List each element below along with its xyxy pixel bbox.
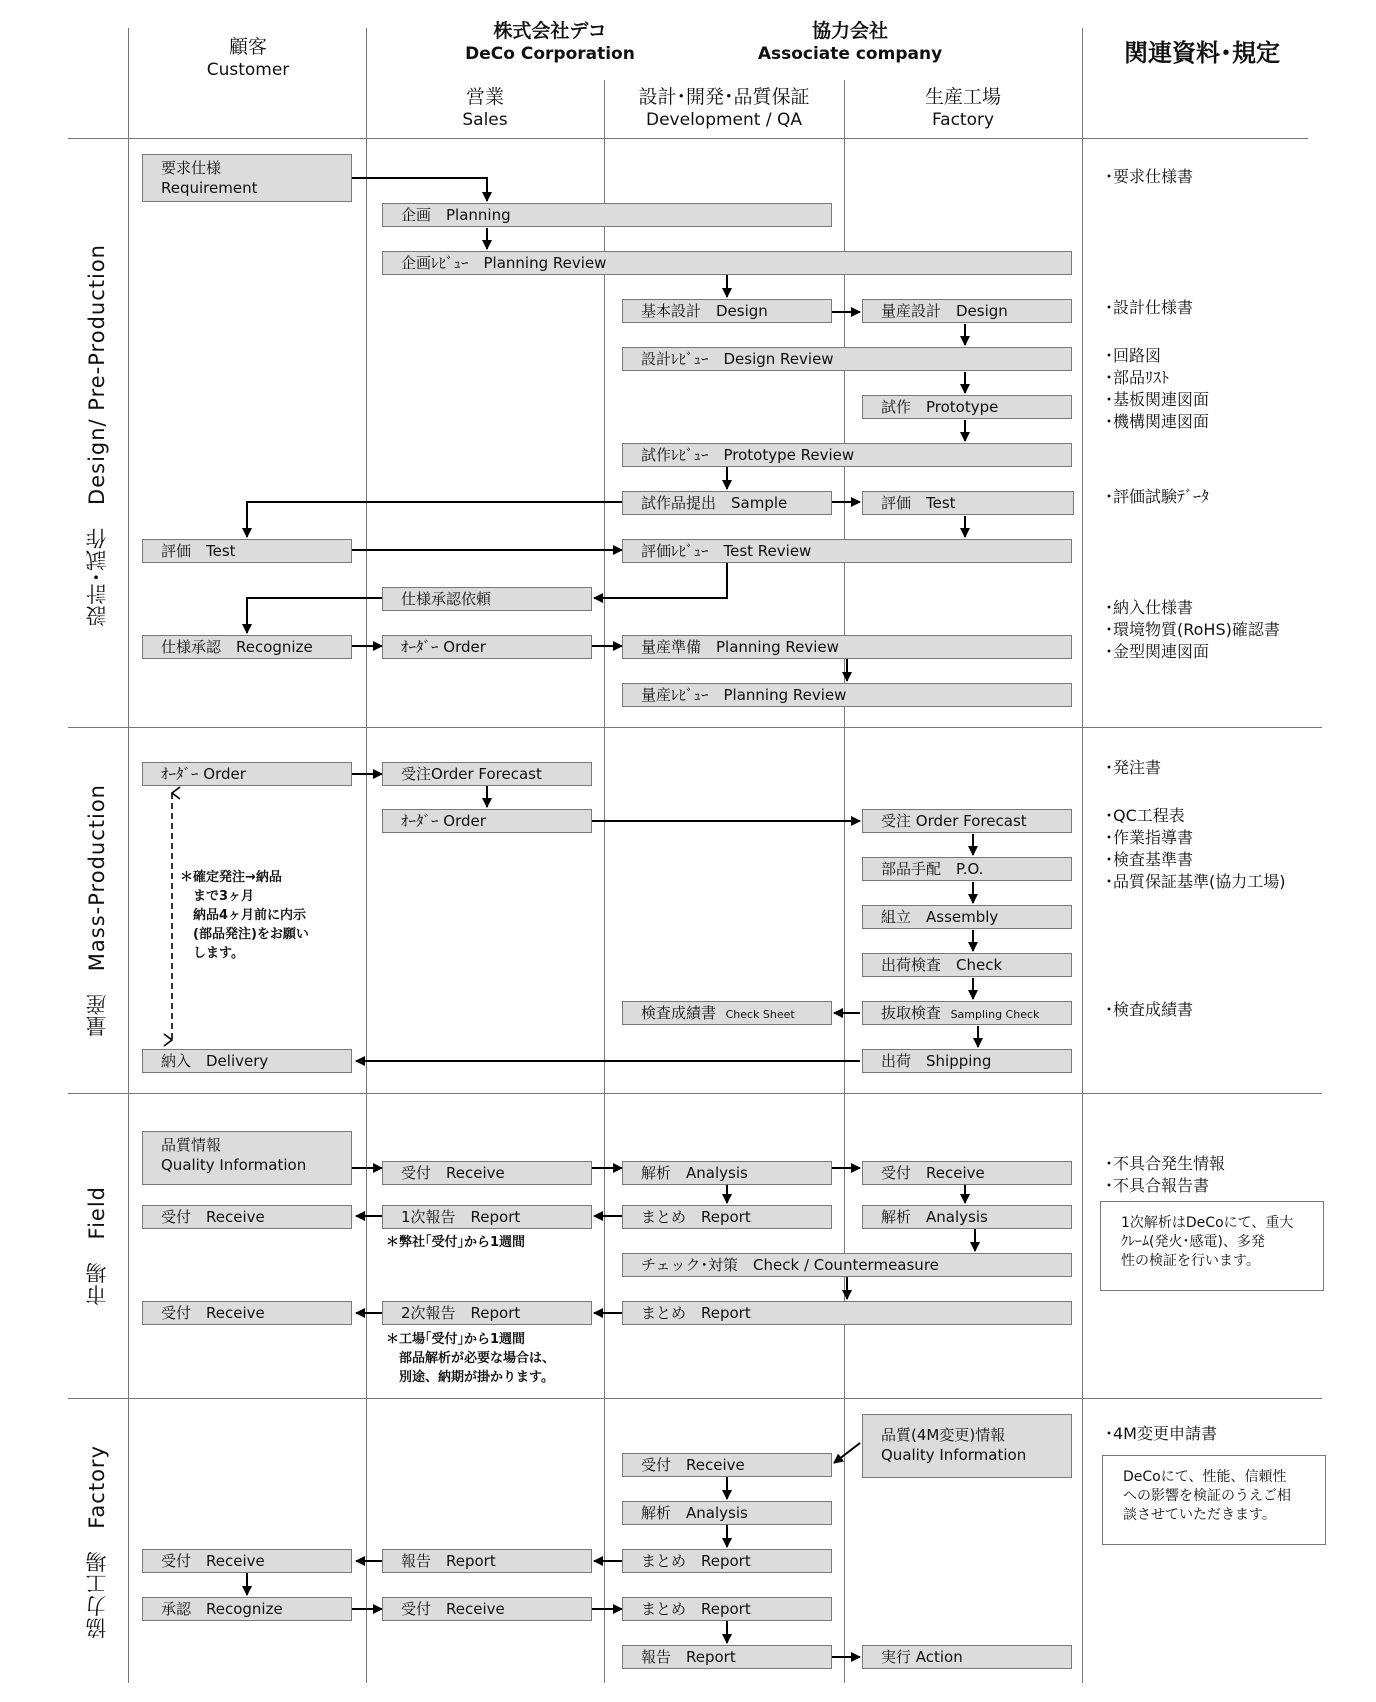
header-customer-en: Customer: [206, 59, 290, 80]
box-delivery: 納入 Delivery: [142, 1049, 352, 1073]
box-mass-design: 量産設計 Design: [862, 299, 1072, 323]
box-mass-prep: 量産準備 Planning Review: [622, 635, 1072, 659]
doc-delivery-spec: ･納入仕様書 ･環境物質(RoHS)確認書 ･金型関連図面: [1105, 598, 1280, 661]
box-check-countermeasure: チェック･対策 Check / Countermeasure: [622, 1253, 1072, 1277]
box-field-summary-2: まとめ Report: [622, 1301, 1072, 1325]
box-partner-sales-receive: 受付 Receive: [382, 1597, 592, 1621]
note-second-report: ＊工場｢受付｣から1週間 部品解析が必要な場合は、 別途、納期が掛かります。: [386, 1332, 556, 1385]
box-parts-po: 部品手配 P.O.: [862, 857, 1072, 881]
doc-inspection-report: ･検査成績書: [1105, 1000, 1194, 1019]
box-field-sales-receive: 受付 Receive: [382, 1161, 592, 1185]
box-4m-quality-info: [862, 1414, 1072, 1478]
header-dev-en: Development / QA: [646, 109, 802, 130]
box-requirement: [142, 154, 352, 202]
box-planning-review: 企画ﾚﾋﾞｭｰ Planning Review: [382, 251, 1072, 275]
box-sampling-check-en: Sampling Check: [950, 1008, 1040, 1021]
box-partner-summary-2: まとめ Report: [622, 1597, 832, 1621]
box-sales-order: ｵｰﾀﾞｰ Order: [382, 809, 592, 833]
box-mass-review: 量産ﾚﾋﾞｭｰ Planning Review: [622, 683, 1072, 707]
box-field-factory-analysis: 解析 Analysis: [862, 1205, 1072, 1229]
phase-design-label: 設計･試作 Design/ Pre-Production: [85, 243, 109, 627]
box-planning: 企画 Planning: [382, 203, 832, 227]
box-4m-quality-info-en: Quality Information: [881, 1446, 1027, 1464]
doc-qc-process: ･QC工程表 ･作業指導書 ･検査基準書 ･品質保証基準(協力工場): [1105, 806, 1286, 891]
box-sampling-check-ja: 抜取検査: [881, 1004, 942, 1022]
box-prototype-review: 試作ﾚﾋﾞｭｰ Prototype Review: [622, 443, 1072, 467]
box-basic-design: 基本設計 Design: [622, 299, 832, 323]
header-company-ja: 株式会社デコ: [493, 20, 607, 42]
box-sales-forecast: 受注Order Forecast: [382, 762, 592, 786]
header-factory-en: Factory: [931, 109, 995, 130]
box-field-analysis: 解析 Analysis: [622, 1161, 832, 1185]
doc-purchase-order: ･発注書: [1105, 758, 1162, 777]
box-test-review: 評価ﾚﾋﾞｭｰ Test Review: [622, 539, 1072, 563]
box-factory-forecast: 受注 Order Forecast: [862, 809, 1072, 833]
header-customer-ja: 顧客: [228, 36, 267, 58]
box-customer-test: 評価 Test: [142, 539, 352, 563]
header-associate-en: Associate company: [757, 43, 943, 64]
doc-defect-info: ･不具合発生情報 ･不具合報告書: [1105, 1154, 1226, 1195]
header-dev-ja: 設計･開発･品質保証: [638, 86, 810, 108]
box-spec-recognize: 仕様承認 Recognize: [142, 635, 352, 659]
box-field-customer-receive-2: 受付 Receive: [142, 1301, 352, 1325]
header-company-en: DeCo Corporation: [465, 43, 635, 64]
box-sampling-check: [862, 1001, 1072, 1025]
doc-partner-note: DeCoにて、性能、信頼性 への影響を検証のうえご相 談させていただきます。: [1102, 1455, 1326, 1545]
box-field-customer-receive-1: 受付 Receive: [142, 1205, 352, 1229]
box-shipping: 出荷 Shipping: [862, 1049, 1072, 1073]
box-partner-sales-report: 報告 Report: [382, 1549, 592, 1573]
box-partner-customer-receive: 受付 Receive: [142, 1549, 352, 1573]
box-partner-dev-report: 報告 Report: [622, 1645, 832, 1669]
box-second-report: 2次報告 Report: [382, 1301, 592, 1325]
box-field-factory-receive: 受付 Receive: [862, 1161, 1072, 1185]
header-factory-ja: 生産工場: [924, 86, 1001, 108]
box-quality-info-ja: 品質情報: [161, 1136, 222, 1154]
doc-drawings: ･回路図 ･部品ﾘｽﾄ ･基板関連図面 ･機構関連図面: [1105, 346, 1210, 431]
note-first-report: ＊弊社｢受付｣から1週間: [386, 1235, 526, 1250]
doc-design-spec: ･設計仕様書: [1105, 298, 1194, 317]
phase-partner-label: 協力工場 Factory: [85, 1445, 109, 1639]
box-prototype: 試作 Prototype: [862, 395, 1072, 419]
header-sales-en: Sales: [462, 109, 508, 130]
box-4m-quality-info-ja: 品質(4M変更)情報: [881, 1426, 1006, 1444]
box-assembly: 組立 Assembly: [862, 905, 1072, 929]
doc-4m-request: ･4M変更申請書: [1105, 1424, 1217, 1443]
box-ship-check: 出荷検査 Check: [862, 953, 1072, 977]
box-quality-info: [142, 1131, 352, 1185]
box-partner-dev-receive: 受付 Receive: [622, 1453, 832, 1477]
box-partner-summary-1: まとめ Report: [622, 1549, 832, 1573]
doc-requirement-spec: ･要求仕様書: [1105, 167, 1194, 186]
note-lead-time: ＊確定発注→納品 まで3ヶ月 納品4ヶ月前に内示 (部品発注)をお願い します。: [180, 870, 309, 961]
box-sample: 試作品提出 Sample: [622, 491, 832, 515]
box-partner-analysis: 解析 Analysis: [622, 1501, 832, 1525]
box-design-order: ｵｰﾀﾞｰ Order: [382, 635, 592, 659]
doc-field-note: 1次解析はDeCoにて、重大 ｸﾚｰﾑ(発火･感電)、多発 性の検証を行います。: [1100, 1201, 1324, 1291]
box-design-review: 設計ﾚﾋﾞｭｰ Design Review: [622, 347, 1072, 371]
box-first-report: 1次報告 Report: [382, 1205, 592, 1229]
box-customer-order: ｵｰﾀﾞｰ Order: [142, 762, 352, 786]
box-factory-test: 評価 Test: [862, 491, 1074, 515]
header-docs-ja: 関連資料･規定: [1124, 39, 1280, 67]
header-sales-ja: 営業: [465, 86, 504, 108]
header-associate-ja: 協力会社: [811, 20, 888, 42]
box-quality-info-en: Quality Information: [161, 1156, 307, 1174]
box-check-sheet-en: Check Sheet: [725, 1008, 795, 1021]
box-requirement-ja: 要求仕様: [161, 159, 222, 177]
phase-field-label: 市場 Field: [85, 1186, 109, 1306]
doc-test-data: ･評価試験ﾃﾞｰﾀ: [1105, 487, 1210, 506]
box-partner-action: 実行 Action: [862, 1645, 1072, 1669]
phase-mass-label: 量産 Mass-Production: [85, 784, 109, 1038]
box-requirement-en: Requirement: [161, 179, 258, 197]
box-field-summary-1: まとめ Report: [622, 1205, 832, 1229]
box-partner-recognize: 承認 Recognize: [142, 1597, 352, 1621]
box-spec-approval-request: 仕様承認依頼: [382, 587, 592, 611]
box-check-sheet-ja: 検査成績書: [641, 1004, 717, 1022]
box-check-sheet: [622, 1001, 832, 1025]
